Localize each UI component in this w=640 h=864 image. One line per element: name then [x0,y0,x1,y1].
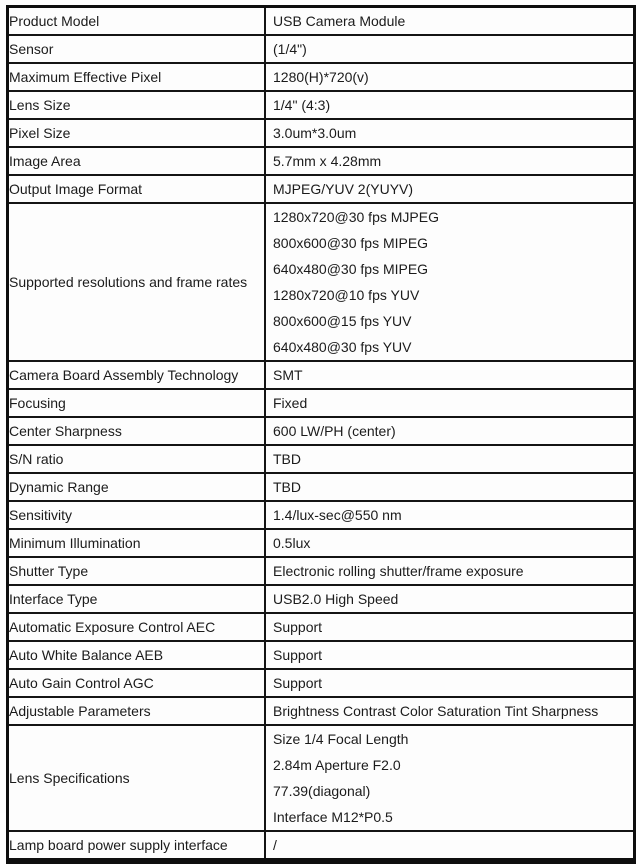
spec-value-line: USB Camera Module [273,13,406,29]
spec-label [8,175,266,203]
spec-label [8,417,266,445]
spec-value-line: 1280(H)*720(v) [273,69,369,85]
spec-value-line: 0.5lux [273,535,311,551]
spec-value-line: (1/4") [273,41,307,57]
spec-value [265,119,635,147]
spec-label [8,91,266,119]
spec-label [8,529,266,557]
spec-value-line: MJPEG/YUV 2(YUYV) [273,181,414,197]
spec-label [8,473,266,501]
spec-value-line: Fixed [273,395,308,411]
table-row [8,697,635,725]
spec-value-line: 1280x720@10 fps YUV [273,287,420,303]
spec-value-line: / [273,837,277,853]
spec-value-line: 640x480@30 fps MIPEG [273,261,429,277]
spec-value-line: Brightness Contrast Color Saturation Tint Sharpness [273,703,599,719]
spec-value [265,417,635,445]
spec-label [8,725,266,831]
spec-value-line: 5.7mm x 4.28mm [273,153,382,169]
spec-label [8,501,266,529]
spec-value-line: Electronic rolling shutter/frame exposure [273,563,524,579]
spec-value [265,557,635,585]
table-row [8,613,635,641]
table-row [8,557,635,585]
spec-label-text: Camera Board Assembly Technology [9,366,239,383]
spec-value [265,725,635,831]
spec-label [8,63,266,91]
spec-value-line: 600 LW/PH (center) [273,423,396,439]
table-row [8,725,635,831]
spec-label [8,585,266,613]
spec-value [265,697,635,725]
spec-label-text: Sensitivity [9,506,73,523]
spec-value [265,361,635,389]
spec-value [265,669,635,697]
spec-value-line: 800x600@30 fps MIPEG [273,235,429,251]
spec-label [8,203,266,361]
spec-value-line: USB2.0 High Speed [273,591,399,607]
spec-value [265,63,635,91]
spec-label-text: Maximum Effective Pixel [9,68,162,85]
table-row [8,669,635,697]
table-row [8,91,635,119]
spec-label-text: Automatic Exposure Control AEC [9,618,216,635]
spec-value [265,641,635,669]
table-row [8,831,635,861]
spec-value-line: 3.0um*3.0um [273,125,357,141]
spec-label-text: Auto White Balance AEB [9,646,164,663]
spec-table [6,5,636,864]
spec-label-text: Lamp board power supply interface [9,836,228,853]
table-row [8,445,635,473]
spec-value [265,613,635,641]
spec-label [8,669,266,697]
table-row [8,119,635,147]
spec-value [265,445,635,473]
spec-label-text: Lens Specifications [9,769,130,786]
spec-value [265,529,635,557]
table-row [8,501,635,529]
spec-value-line: 77.39(diagonal) [273,783,371,799]
spec-label [8,641,266,669]
table-row [8,63,635,91]
spec-value [265,501,635,529]
spec-label [8,7,266,36]
spec-label [8,445,266,473]
spec-value-line: Support [273,647,323,663]
spec-label-text: Output Image Format [9,180,143,197]
spec-value-line: 800x600@15 fps YUV [273,313,412,329]
spec-label-text: Adjustable Parameters [9,702,151,719]
spec-value-line: Support [273,675,323,691]
spec-value [265,7,635,36]
spec-value [265,585,635,613]
table-row [8,585,635,613]
spec-label-text: Center Sharpness [9,422,122,439]
spec-label-text: S/N ratio [9,450,64,467]
spec-label [8,831,266,861]
spec-label-text: Dynamic Range [9,478,109,495]
spec-label-text: Sensor [9,40,54,57]
spec-value-line: 1/4" (4:3) [273,97,331,113]
spec-value-line: TBD [273,479,301,495]
spec-label [8,557,266,585]
table-row [8,389,635,417]
table-row [8,529,635,557]
spec-label-text: Auto Gain Control AGC [9,674,154,691]
spec-value-line: Size 1/4 Focal Length [273,731,409,747]
spec-label [8,697,266,725]
table-row [8,175,635,203]
spec-value-line: SMT [273,367,303,383]
spec-value-line: 640x480@30 fps YUV [273,339,412,355]
spec-label [8,613,266,641]
spec-label-text: Minimum Illumination [9,534,141,551]
spec-value-line: TBD [273,451,301,467]
table-row [8,7,635,36]
spec-label [8,119,266,147]
spec-value-line: 1.4/lux-sec@550 nm [273,507,402,523]
spec-label-text: Focusing [9,394,66,411]
spec-label [8,361,266,389]
spec-value-line: 1280x720@30 fps MJPEG [273,209,439,225]
table-row [8,35,635,63]
table-row [8,203,635,361]
spec-value-line: Support [273,619,323,635]
spec-value [265,473,635,501]
spec-label-text: Pixel Size [9,124,71,141]
spec-label [8,35,266,63]
table-row [8,641,635,669]
table-row [8,417,635,445]
table-row [8,147,635,175]
spec-value-line: 2.84m Aperture F2.0 [273,757,401,773]
spec-label-text: Supported resolutions and frame rates [9,273,248,290]
spec-value [265,147,635,175]
spec-table-body [8,7,635,862]
spec-value [265,91,635,119]
spec-label-text: Image Area [9,152,81,169]
table-row [8,361,635,389]
spec-value [265,203,635,361]
spec-label-text: Interface Type [9,590,98,607]
spec-label [8,147,266,175]
spec-label-text: Shutter Type [9,562,89,579]
spec-value [265,831,635,861]
spec-value-line: Interface M12*P0.5 [273,809,393,825]
spec-value [265,35,635,63]
table-row [8,473,635,501]
spec-value [265,175,635,203]
spec-label-text: Lens Size [9,96,71,113]
spec-value [265,389,635,417]
spec-label-text: Product Model [9,12,100,29]
spec-label [8,389,266,417]
